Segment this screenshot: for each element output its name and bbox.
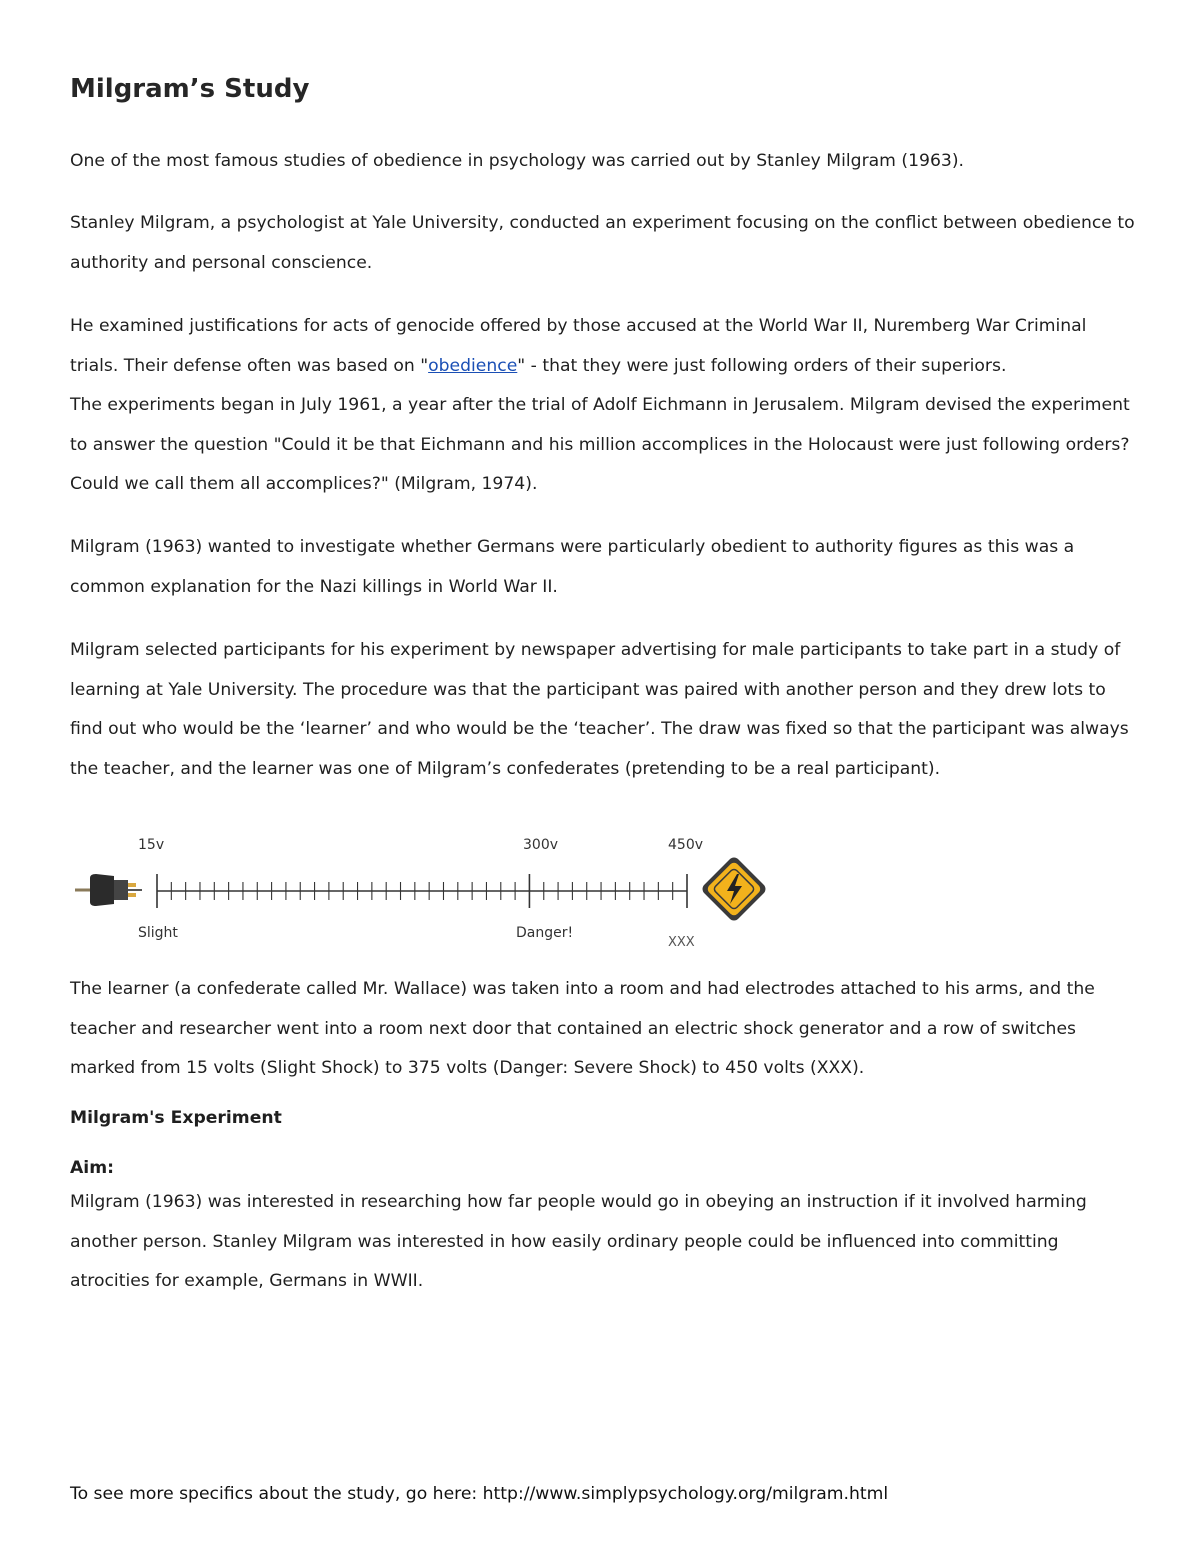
paragraph-experiments-began: The experiments began in July 1961, a year after the trial of Adolf Eichmann in Jerusalem. Milgram devised the experiment to answer the question "Could it be that Eichmann and his million accomplices in the Holocaust were just following orders? Could we call them all accomplices?" (Milgram, 1974). — [70, 395, 1130, 494]
paragraph-participants: Milgram selected participants for his experiment by newspaper advertising for male participants to take part in a study of learning at Yale University. The procedure was that the participant was paired with another person and they drew lots to find out who would be the ‘learner’ and who would be the ‘teacher’. The draw was fixed so that the participant was always the teacher, and the learner was one of Milgram’s confederates (pretending to be a real participant). — [70, 640, 1129, 779]
heading-aim: Aim: — [70, 1158, 114, 1178]
paragraph-justifications — [70, 307, 1140, 386]
label-slight: Slight — [138, 925, 178, 941]
label-danger: Danger! — [516, 925, 574, 941]
label-450v: 450v — [668, 837, 704, 853]
voltage-scale-figure — [70, 830, 770, 955]
label-300v: 300v — [523, 837, 559, 853]
obedience-link[interactable]: obedience — [428, 355, 518, 376]
paragraph-learner: The learner (a confederate called Mr. Wallace) was taken into a room and had electrodes attached to his arms, and the teacher and researcher went into a room next door that contained an electric shock generator and a row of switches marked from 15 volts (Slight Shock) to 375 volts (Danger: Severe Shock) to 450 volts (XXX). — [70, 979, 1095, 1078]
footer-reference: To see more specifics about the study, go here: http://www.simplypsychology.org/milgram.html — [70, 1484, 889, 1504]
paragraph-justifications-tail: " - that they were just following orders of their superiors. — [517, 355, 1007, 376]
paragraph-aim: Milgram (1963) was interested in researching how far people would go in obeying an instruction if it involved harming another person. Stanley Milgram was interested in how easily ordinary people could be influenced into committing atrocities for example, Germans in WWII. — [70, 1192, 1087, 1291]
plug-icon — [75, 874, 142, 906]
paragraph-germans-obedient: Milgram (1963) wanted to investigate whether Germans were particularly obedient to authority figures as this was a common explanation for the Nazi killings in World War II. — [70, 537, 1075, 597]
scale-ruler — [157, 874, 687, 908]
label-15v: 15v — [138, 837, 165, 853]
heading-milgrams-experiment: Milgram's Experiment — [70, 1108, 282, 1128]
paragraph-intro: One of the most famous studies of obedience in psychology was carried out by Stanley Milgram (1963). — [70, 151, 964, 171]
paragraph-justifications-text: He examined justifications for acts of genocide offered by those accused at the World War II, Nuremberg War Criminal trials. Their defense often was based on " — [70, 316, 1087, 376]
label-xxx: XXX — [668, 935, 695, 950]
warning-sign-icon — [700, 855, 768, 923]
page-title: Milgram’s Study — [70, 74, 310, 104]
paragraph-milgram-yale: Stanley Milgram, a psychologist at Yale University, conducted an experiment focusing on the conflict between obedience to authority and personal conscience. — [70, 213, 1135, 273]
